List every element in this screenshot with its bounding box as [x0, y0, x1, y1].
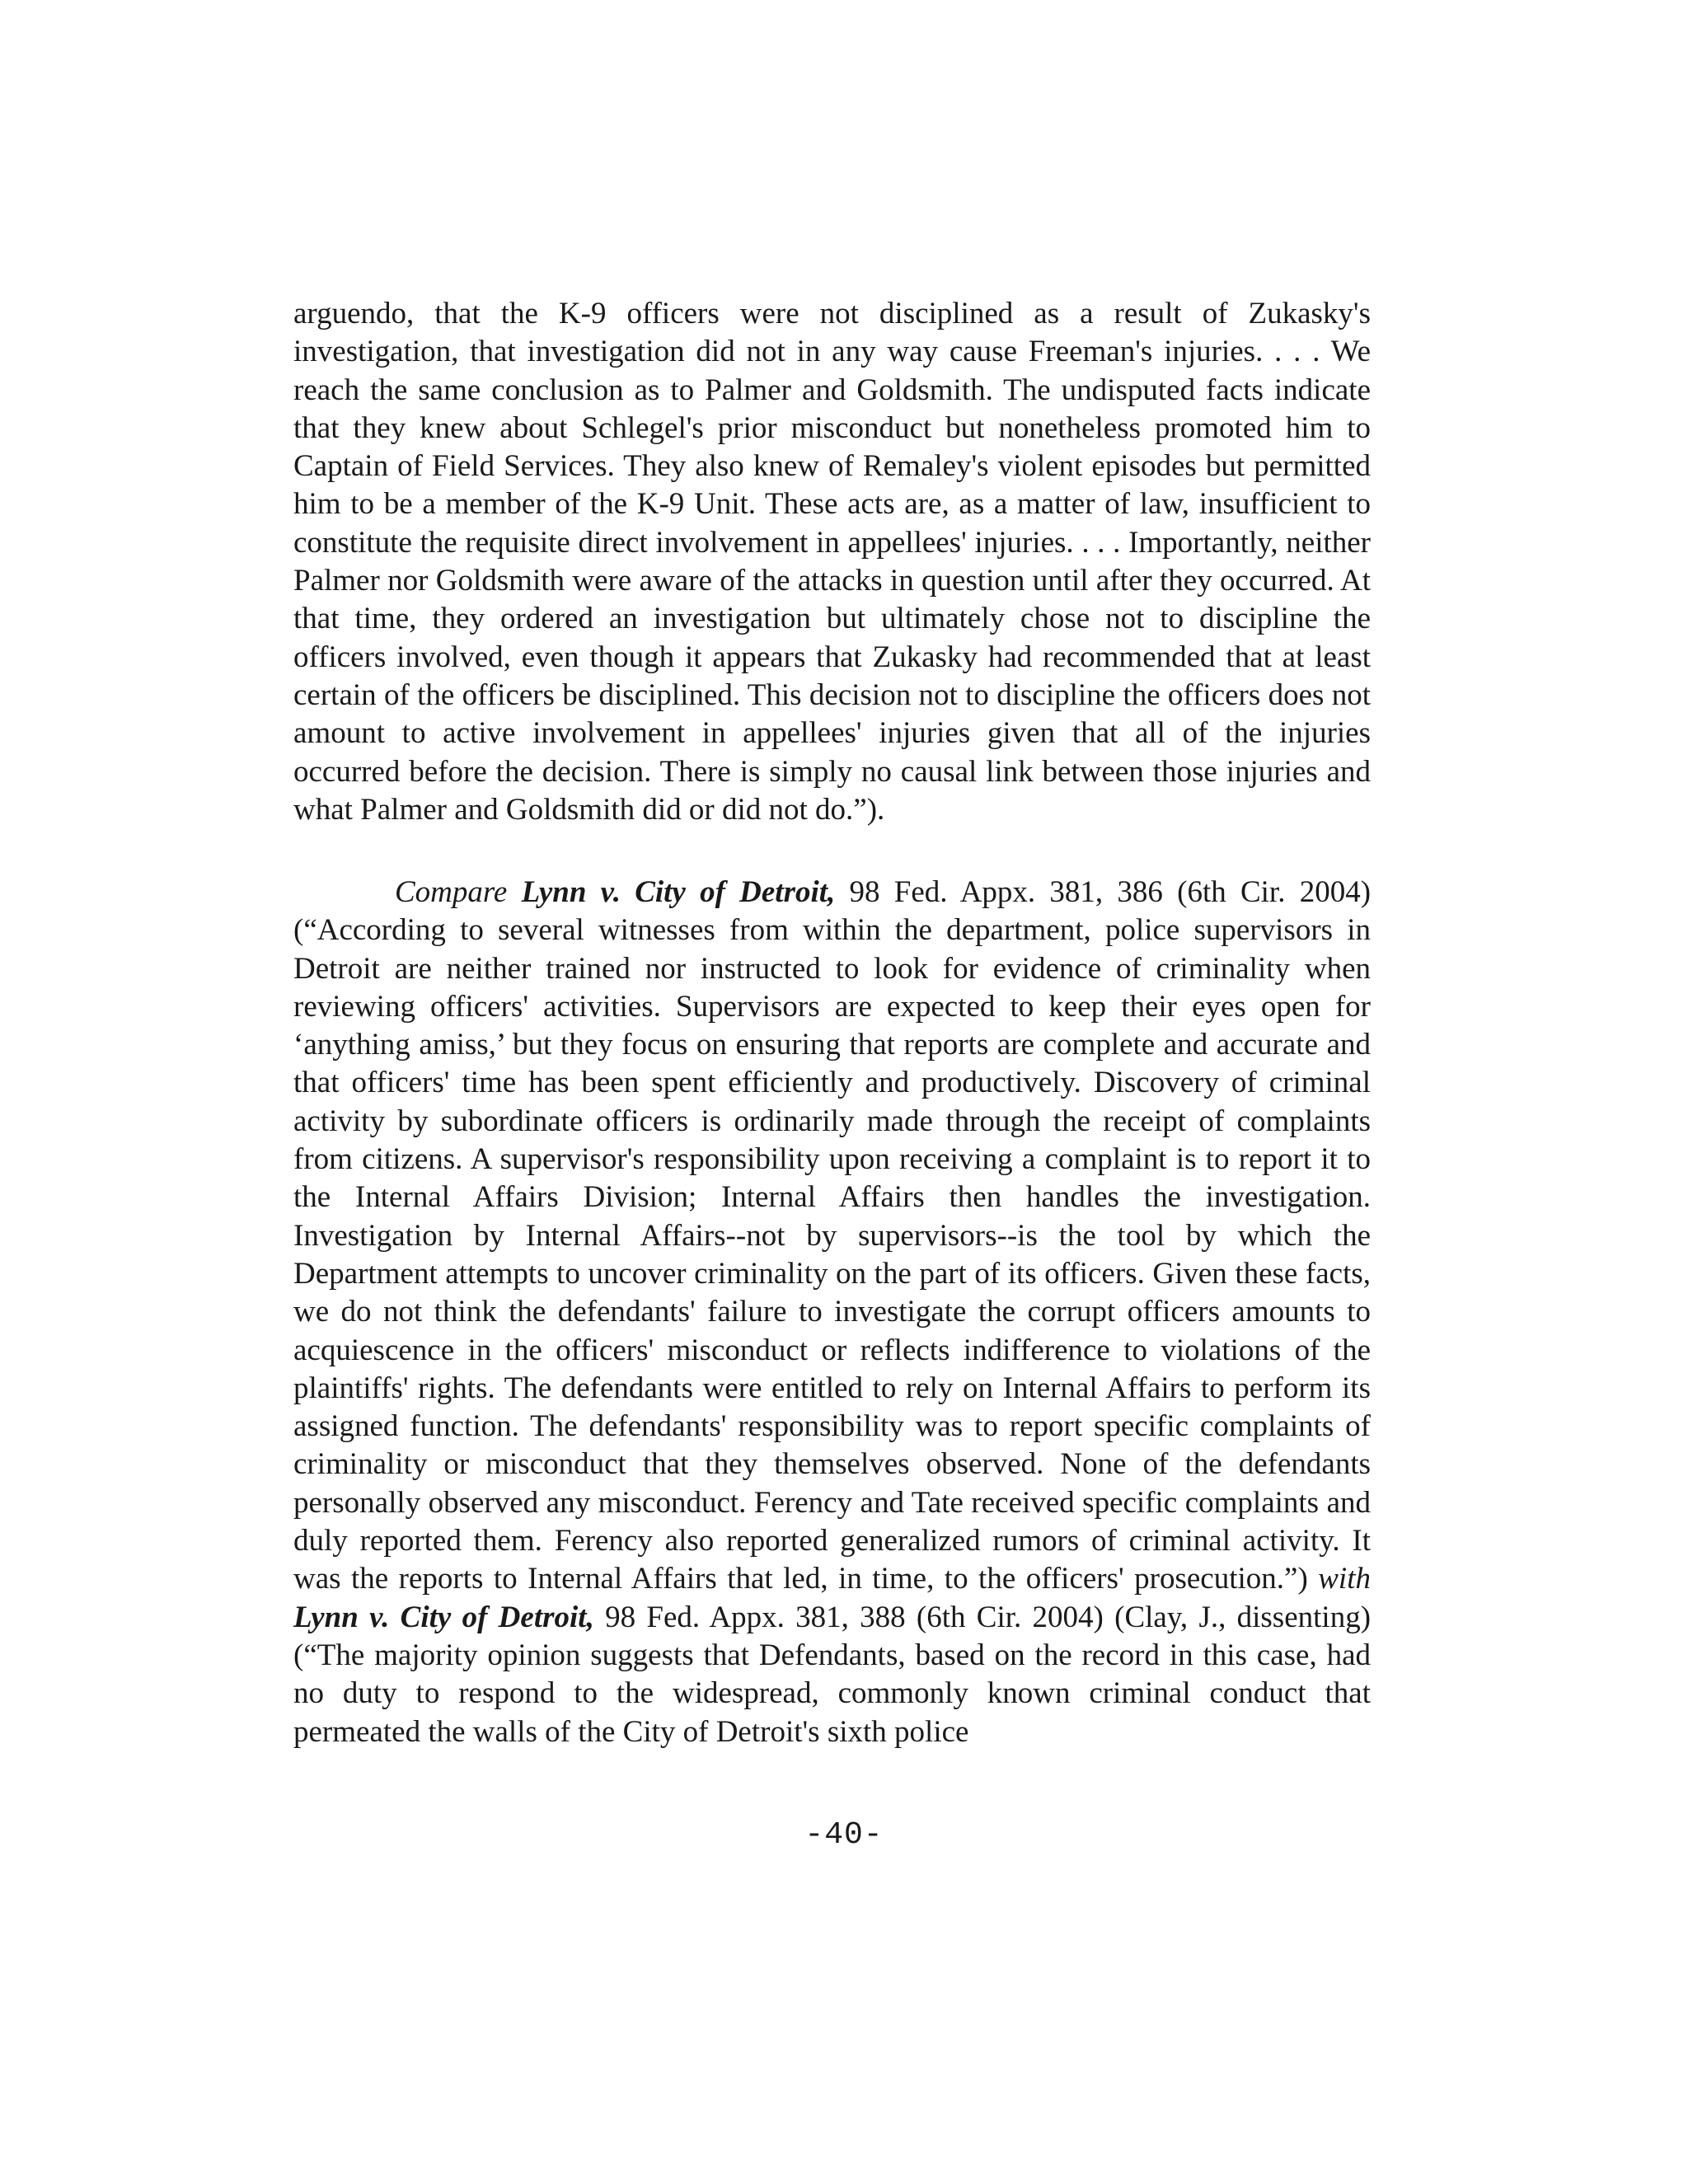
- signal-compare: Compare: [395, 875, 508, 909]
- citation-text-dissent: 98 Fed. Appx. 381, 388 (6th Cir. 2004) (Clay, J., dissenting) (“The majority opinion suggests that Defendants, based on the record in this case, had no duty to respond to the widespread, commonly known criminal conduct that permeated the walls of the City of Detroit's sixth police: [293, 1600, 1372, 1749]
- page-number: -40-: [804, 1817, 884, 1853]
- body-paragraph-compare-citation: [293, 874, 1371, 1751]
- body-paragraph-quote-continuation: arguendo, that the K-9 officers were not disciplined as a result of Zukasky's investigation, that investigation did not in any way cause Freeman's injuries. . . . We reach the same conclusion as to Palmer and Goldsmith. The undisputed facts indicate that they knew about Schlegel's prior misconduct but nonetheless promoted him to Captain of Field Services. They also knew of Remaley's violent episodes but permitted him to be a member of the K-9 Unit. These acts are, as a matter of law, insufficient to constitute the requisite direct involvement in appellees' injuries. . . . Importantly, neither Palmer nor Goldsmith were aware of the attacks in question until after they occurred. At that time, they ordered an investigation but ultimately chose not to discipline the officers involved, even though it appears that Zukasky had recommended that at least certain of the officers be disciplined. This decision not to discipline the officers does not amount to active involvement in appellees' injuries given that all of the injuries occurred before the decision. There is simply no causal link between those injuries and what Palmer and Goldsmith did or did not do.”).: [293, 297, 1371, 827]
- case-name-lynn-dissent: Lynn v. City of Detroit,: [293, 1600, 594, 1634]
- signal-with: with: [1318, 1562, 1371, 1596]
- case-name-lynn-majority: Lynn v. City of Detroit,: [521, 875, 836, 909]
- citation-text-majority: 98 Fed. Appx. 381, 386 (6th Cir. 2004) (“According to several witnesses from within the department, police supervisors in Detroit are neither trained nor instructed to look for evidence of criminality when reviewing officers' activities. Supervisors are expected to keep their eyes open for ‘anything amiss,’ but they focus on ensuring that reports are complete and accurate and that officers' time has been spent efficiently and productively. Discovery of criminal activity by subordinate officers is ordinarily made through the receipt of complaints from citizens. A supervisor's responsibility upon receiving a complaint is to report it to the Internal Affairs Division; Internal Affairs then handles the investigation. Investigation by Internal Affairs--not by supervisors--is the tool by which the Department attempts to uncover criminality on the part of its officers. Given these facts, we do not think the defendants' failure to investigate the corrupt officers amounts to acquiescence in the officers' misconduct or reflects indifference to violations of the plaintiffs' rights. The defendants were entitled to rely on Internal Affairs to perform its assigned function. The defendants' responsibility was to report specific complaints of criminality or misconduct that they themselves observed. None of the defendants personally observed any misconduct. Ferency and Tate received specific complaints and duly reported them. Ferency also reported generalized rumors of criminal activity. It was the reports to Internal Affairs that led, in time, to the officers' prosecution.”): [293, 875, 1372, 1596]
